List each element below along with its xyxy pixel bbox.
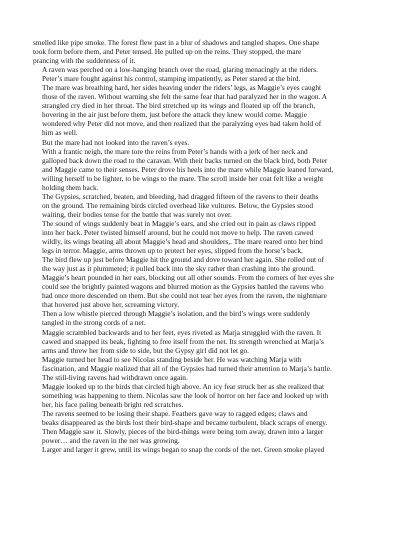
text-line: smelled like pipe smoke. The forest flew past in a blur of shadows and tangled shapes. One shape: [33, 38, 320, 47]
paragraph: [33, 355, 391, 382]
text-line: her, his face paling beneath bright red scratches.: [42, 399, 184, 409]
text-line: The bird flew up just before Maggie hit the ground and dove toward her again. She rolled out of: [42, 255, 325, 265]
text-line: The still-living ravens had withdrawn once again.: [42, 372, 188, 382]
text-line: wildly, its wings beating all about Maggie’s head and shoulders,. The mare reared onto her hind: [42, 237, 323, 247]
text-line: on the ground. The remaining birds circled overhead like vultures. Below, the Gypsies stood: [42, 200, 314, 210]
paragraph: [33, 309, 391, 327]
text-line: cawed and snapped its beak, fighting to free itself from the net. Its strength wrenched at Marja’s: [42, 336, 324, 346]
text-line: arms and threw her from side to side, but the Gypsy girl did not let go.: [42, 345, 250, 355]
text-line: those of the raven. Without warning she felt the same fear that had paralyzed her in the wagon. A: [42, 92, 328, 102]
text-line: took form before them, and Peter tensed. He pulled up on the reins. They stopped, the mare: [33, 47, 302, 57]
text-line: into her back. Peter twisted himself around, but he could not move to help. The raven cawed: [42, 227, 314, 237]
text-line: legs in terror. Maggie, arms thrown up to protect her eyes, slipped from the horse’s back.: [42, 246, 303, 256]
text-line: Then Maggie saw it. Slowly, pieces of the bird-things were being torn away, drawn into a larger: [42, 427, 324, 437]
paragraph: [33, 328, 391, 355]
text-line: beaks disappeared as the birds lost their bird-shape and became turbulent, black scraps of energy.: [42, 417, 328, 427]
text-line: Peter’s mare fought against his control, stamping impatiently, as Peter stared at the bird.: [42, 74, 301, 84]
text-line: could see the brightly painted wagons and blurred motion as the Gypsies battled the ravens who: [42, 282, 324, 292]
text-line: had once more descended on them. But she could not tear her eyes from the raven, the nightmare: [42, 291, 327, 301]
text-line: Maggie’s heart pounded in her ears, blocking out all other sounds. From the corners of her eyes she: [42, 273, 334, 283]
text-line: waiting, their bodies tense for the battle that was surely not over.: [42, 209, 232, 219]
text-line: galloped back down the road to the caravan. With their backs turned on the black bird, both Peter: [42, 155, 328, 165]
text-line: A raven was perched on a low-hanging branch over the road, glaring menacingly at the riders.: [42, 65, 318, 75]
paragraph: [33, 219, 391, 255]
text-line: fascination, and Maggie realized that all of the Gypsies had turned their attention to Marja’s battle.: [42, 363, 332, 373]
text-line: Then a low whistle pierced through Maggie’s isolation, and the bird’s wings were suddenly: [42, 309, 310, 319]
paragraph: [33, 427, 391, 445]
text-line: The Gypsies, scratched, beaten, and bleeding, had dragged fifteen of the ravens to their deaths: [42, 191, 319, 201]
text-line: The mare was breathing hard, her sides heaving under the riders’ legs, as Maggie’s eyes caught: [42, 83, 322, 93]
text-line: the way just as it plummeted; it pulled back into the sky rather than crashing into the ground.: [42, 264, 315, 274]
text-line: hovering in the air just before them, just before the attack they knew would come. Maggie: [42, 110, 307, 120]
paragraph: [33, 445, 391, 454]
paragraph: [33, 382, 391, 409]
paragraph: [33, 138, 391, 147]
paragraph: [33, 83, 391, 137]
text-line: power… and the raven in the net was growing.: [42, 436, 180, 446]
text-line: and Maggie came to their senses. Peter drove his heels into the mare while Maggie leaned forward,: [42, 164, 334, 174]
text-line: The sound of wings suddenly beat in Maggie’s ears, and she cried out in pain as claws ripped: [42, 218, 316, 228]
text-line: that hovered just above her, screaming victory.: [42, 300, 180, 310]
text-line: Maggie looked up to the birds that circled high above. An icy fear struck her as she realized that: [42, 381, 325, 391]
text-line: tangled in the strong cords of a net.: [42, 318, 146, 328]
text-line: wondered why Peter did not move, and then realized that the paralyzing eyes had taken hold of: [42, 119, 322, 129]
text-line: Maggie turned her head to see Nicolas standing beside her. He was watching Marja with: [42, 354, 302, 364]
paragraph: [33, 65, 391, 83]
text-line: him as well.: [42, 128, 78, 138]
paragraph: [33, 255, 391, 309]
text-line: With a frantic neigh, the mare tore the reins from Peter’s hands with a jerk of her neck and: [42, 146, 308, 156]
paragraph: [33, 192, 391, 219]
story-text: [33, 38, 391, 454]
text-line: strangled cry died in her throat. The bird stretched up its wings and floated up off the branch,: [42, 101, 316, 111]
text-line: prancing with the suddenness of it.: [33, 56, 136, 66]
paragraph: [33, 147, 391, 192]
text-line: something was happening to them. Nicolas saw the look of horror on her face and looked up with: [42, 390, 329, 400]
text-line: The ravens seemed to be losing their shape. Feathers gave way to ragged edges; claws and: [42, 408, 308, 418]
text-line: willing herself to be lighter, to be wings to the mare. The scroll inside her coat felt like a weight: [42, 173, 324, 183]
paragraph: [33, 409, 391, 427]
text-line: Larger and larger it grew, until its wings began to snap the cords of the net. Green smoke played: [42, 445, 325, 455]
text-line: holding them back.: [42, 182, 99, 192]
text-line: But the mare had not looked into the raven’s eyes.: [42, 137, 190, 147]
paragraph: [33, 38, 391, 65]
text-line: Maggie scrambled backwards and to her feet, eyes riveted as Marja struggled with the raven. It: [42, 327, 322, 337]
